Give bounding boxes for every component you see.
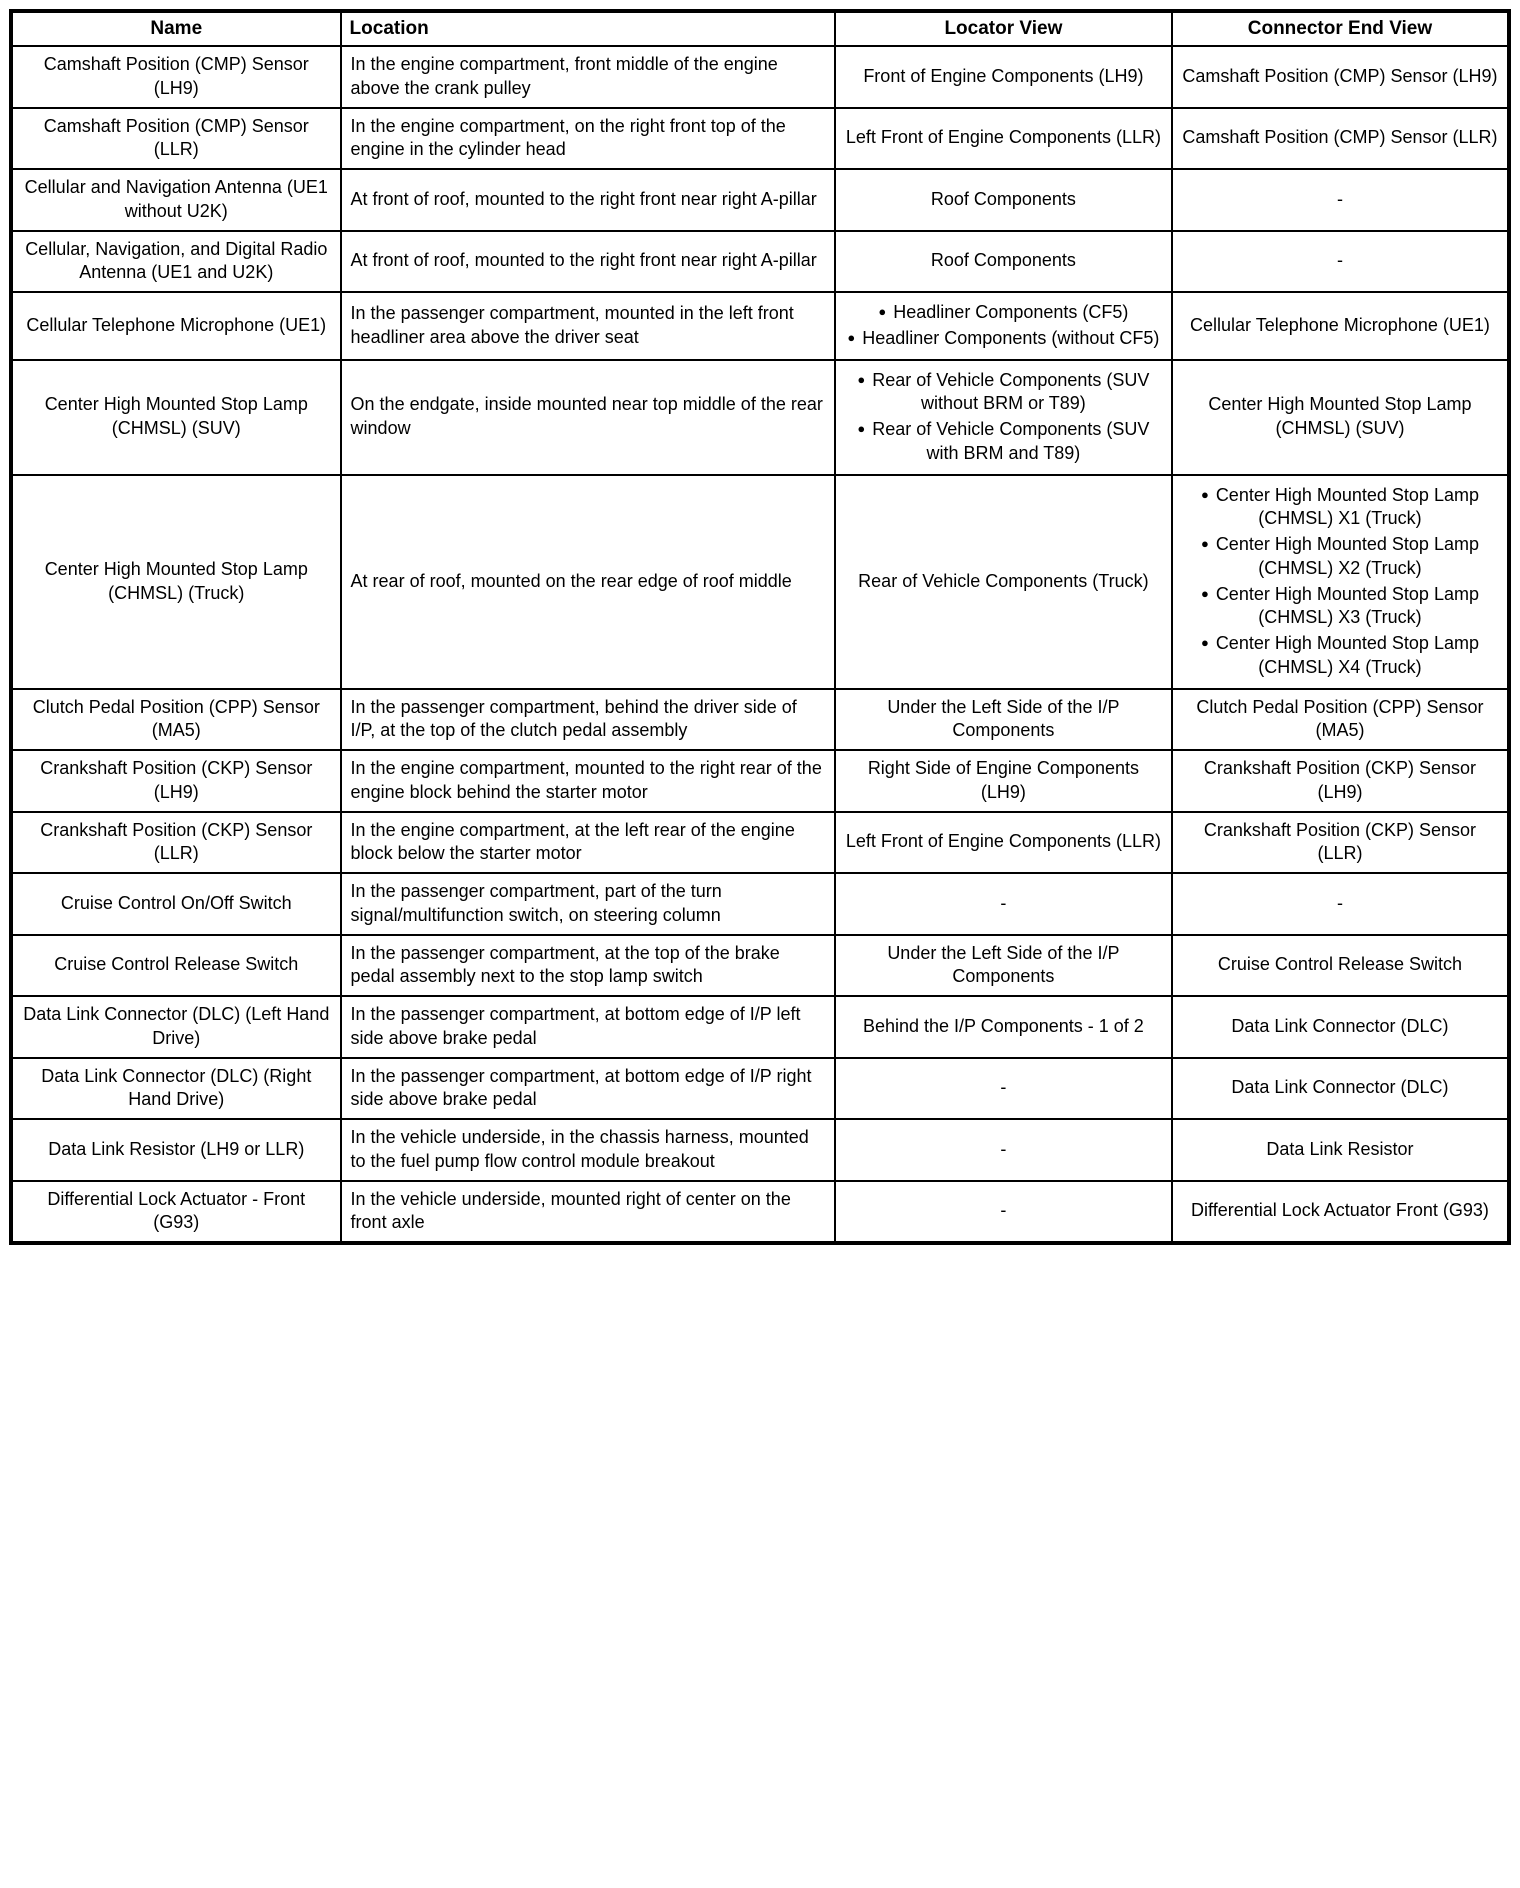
- bullet-icon: ●: [847, 329, 856, 345]
- cell-connector: Camshaft Position (CMP) Sensor (LLR): [1172, 108, 1509, 170]
- header-connector-end-view: Connector End View: [1172, 11, 1509, 46]
- cell-location: In the vehicle underside, mounted right of center on the front axle: [341, 1181, 835, 1244]
- table-row: [11, 1119, 1509, 1181]
- bullet-list-item: ● Center High Mounted Stop Lamp (CHMSL) X1 (Truck): [1200, 484, 1479, 529]
- cell-connector: Camshaft Position (CMP) Sensor (LH9): [1172, 46, 1509, 108]
- cell-name: Data Link Resistor (LH9 or LLR): [11, 1119, 341, 1181]
- cell-location: In the engine compartment, on the right front top of the engine in the cylinder head: [341, 108, 835, 170]
- cell-location: In the passenger compartment, mounted in the left front headliner area above the driver seat: [341, 292, 835, 360]
- cell-connector: Differential Lock Actuator Front (G93): [1172, 1181, 1509, 1244]
- cell-name: Crankshaft Position (CKP) Sensor (LH9): [11, 750, 341, 812]
- cell-connector: Crankshaft Position (CKP) Sensor (LLR): [1172, 812, 1509, 874]
- table-row: [11, 475, 1509, 689]
- cell-connector: Data Link Connector (DLC): [1172, 1058, 1509, 1120]
- header-location: Location: [341, 11, 835, 46]
- cell-locator: Roof Components: [835, 169, 1172, 231]
- bullet-icon: ●: [857, 421, 866, 436]
- cell-name: Cruise Control On/Off Switch: [11, 873, 341, 935]
- cell-location: In the passenger compartment, behind the driver side of I/P, at the top of the clutch pedal assembly: [341, 689, 835, 751]
- bullet-list-item: ● Headliner Components (without CF5): [847, 327, 1160, 348]
- cell-name: Crankshaft Position (CKP) Sensor (LLR): [11, 812, 341, 874]
- bullet-list-item: ● Center High Mounted Stop Lamp (CHMSL) X4 (Truck): [1200, 633, 1479, 677]
- cell-locator: [835, 360, 1172, 475]
- component-location-table: [9, 9, 1511, 1245]
- cell-location: At front of roof, mounted to the right front near right A-pillar: [341, 231, 835, 293]
- cell-location: At rear of roof, mounted on the rear edge of roof middle: [341, 475, 835, 689]
- bullet-icon: ●: [878, 304, 887, 319]
- bullet-list-item: ● Rear of Vehicle Components (SUV with BRM and T89): [857, 419, 1150, 463]
- cell-location: In the vehicle underside, in the chassis harness, mounted to the fuel pump flow control module breakout: [341, 1119, 835, 1181]
- table-row: [11, 873, 1509, 935]
- header-locator-view: Locator View: [835, 11, 1172, 46]
- cell-locator: Right Side of Engine Components (LH9): [835, 750, 1172, 812]
- cell-name: Cellular Telephone Microphone (UE1): [11, 292, 341, 360]
- cell-connector: Center High Mounted Stop Lamp (CHMSL) (SUV): [1172, 360, 1509, 475]
- cell-locator: Under the Left Side of the I/P Components: [835, 935, 1172, 997]
- table-row: [11, 812, 1509, 874]
- bullet-icon: ●: [1200, 486, 1209, 502]
- cell-name: Cruise Control Release Switch: [11, 935, 341, 997]
- cell-locator: Rear of Vehicle Components (Truck): [835, 475, 1172, 689]
- table-row: [11, 292, 1509, 360]
- cell-connector: Crankshaft Position (CKP) Sensor (LH9): [1172, 750, 1509, 812]
- cell-locator: -: [835, 1181, 1172, 1244]
- bullet-icon: ●: [1200, 585, 1209, 601]
- cell-location: In the passenger compartment, part of the turn signal/multifunction switch, on steering column: [341, 873, 835, 935]
- cell-connector: -: [1172, 873, 1509, 935]
- table-row: [11, 360, 1509, 475]
- cell-location: In the engine compartment, at the left rear of the engine block below the starter motor: [341, 812, 835, 874]
- table-header: [11, 11, 1509, 46]
- cell-name: Center High Mounted Stop Lamp (CHMSL) (Truck): [11, 475, 341, 689]
- cell-location: At front of roof, mounted to the right front near right A-pillar: [341, 169, 835, 231]
- cell-connector: -: [1172, 169, 1509, 231]
- bullet-list-item: ● Headliner Components (CF5): [878, 302, 1129, 322]
- cell-locator: Left Front of Engine Components (LLR): [835, 108, 1172, 170]
- cell-name: Cellular and Navigation Antenna (UE1 without U2K): [11, 169, 341, 231]
- cell-locator: Left Front of Engine Components (LLR): [835, 812, 1172, 874]
- cell-name: Data Link Connector (DLC) (Right Hand Drive): [11, 1058, 341, 1120]
- cell-name: Clutch Pedal Position (CPP) Sensor (MA5): [11, 689, 341, 751]
- cell-connector: -: [1172, 231, 1509, 293]
- cell-name: Differential Lock Actuator - Front (G93): [11, 1181, 341, 1244]
- table-row: [11, 996, 1509, 1058]
- cell-location: In the passenger compartment, at bottom edge of I/P left side above brake pedal: [341, 996, 835, 1058]
- cell-locator: [835, 292, 1172, 360]
- table-row: [11, 108, 1509, 170]
- cell-location: In the engine compartment, front middle of the engine above the crank pulley: [341, 46, 835, 108]
- table-row: [11, 1181, 1509, 1244]
- table-body: [11, 46, 1509, 1243]
- cell-name: Camshaft Position (CMP) Sensor (LLR): [11, 108, 341, 170]
- cell-name: Camshaft Position (CMP) Sensor (LH9): [11, 46, 341, 108]
- cell-connector: Cruise Control Release Switch: [1172, 935, 1509, 997]
- cell-name: Center High Mounted Stop Lamp (CHMSL) (SUV): [11, 360, 341, 475]
- cell-locator: Under the Left Side of the I/P Components: [835, 689, 1172, 751]
- bullet-icon: ●: [1200, 635, 1209, 650]
- cell-connector: Cellular Telephone Microphone (UE1): [1172, 292, 1509, 360]
- cell-locator: -: [835, 1058, 1172, 1120]
- table-row: [11, 750, 1509, 812]
- bullet-list-item: ● Center High Mounted Stop Lamp (CHMSL) X3 (Truck): [1200, 583, 1479, 628]
- bullet-icon: ●: [857, 371, 866, 387]
- cell-locator: Roof Components: [835, 231, 1172, 293]
- table-row: [11, 935, 1509, 997]
- table-row: [11, 46, 1509, 108]
- cell-location: In the passenger compartment, at bottom edge of I/P right side above brake pedal: [341, 1058, 835, 1120]
- cell-name: Cellular, Navigation, and Digital Radio Antenna (UE1 and U2K): [11, 231, 341, 293]
- cell-locator: Behind the I/P Components - 1 of 2: [835, 996, 1172, 1058]
- bullet-list-item: ● Center High Mounted Stop Lamp (CHMSL) X2 (Truck): [1200, 534, 1479, 578]
- table-row: [11, 169, 1509, 231]
- cell-locator: -: [835, 873, 1172, 935]
- table-row: [11, 231, 1509, 293]
- cell-locator: -: [835, 1119, 1172, 1181]
- header-name: Name: [11, 11, 341, 46]
- bullet-list-item: ● Rear of Vehicle Components (SUV without BRM or T89): [857, 369, 1150, 414]
- cell-name: Data Link Connector (DLC) (Left Hand Drive): [11, 996, 341, 1058]
- table-row: [11, 689, 1509, 751]
- header-row: [11, 11, 1509, 46]
- cell-connector: Data Link Connector (DLC): [1172, 996, 1509, 1058]
- cell-connector: [1172, 475, 1509, 689]
- table-row: [11, 1058, 1509, 1120]
- cell-connector: Clutch Pedal Position (CPP) Sensor (MA5): [1172, 689, 1509, 751]
- cell-location: In the passenger compartment, at the top of the brake pedal assembly next to the stop lamp switch: [341, 935, 835, 997]
- bullet-icon: ●: [1200, 536, 1209, 551]
- cell-location: In the engine compartment, mounted to the right rear of the engine block behind the starter motor: [341, 750, 835, 812]
- cell-location: On the endgate, inside mounted near top middle of the rear window: [341, 360, 835, 475]
- cell-locator: Front of Engine Components (LH9): [835, 46, 1172, 108]
- cell-connector: Data Link Resistor: [1172, 1119, 1509, 1181]
